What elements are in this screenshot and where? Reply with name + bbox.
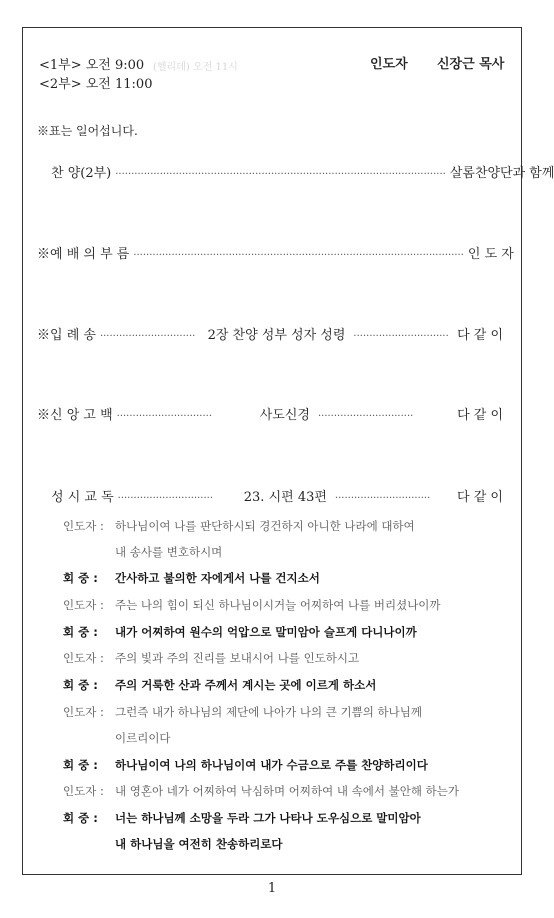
order-right: 인 도 자 <box>467 247 514 262</box>
service-time-2: <2부> 오전 11:00 <box>39 77 153 92</box>
dot-leader: ······························ <box>99 331 196 342</box>
reading-text: 간사하고 불의한 자에게서 나를 건지소서 <box>115 571 320 585</box>
order-right: 살롬찬양단과 함께 <box>449 166 554 181</box>
dot-leader: ······························ <box>334 493 431 504</box>
order-label: ※신 앙 고 백 <box>37 408 113 423</box>
dot-leader: ········································································································ <box>115 169 446 180</box>
reading-text: 그런즉 내가 하나님의 제단에 나아가 나의 큰 기쁨의 하나님께 <box>115 705 422 719</box>
speaker: 회 중 : <box>63 678 98 692</box>
faded-text: (헬리데) 오전 11시 <box>153 62 238 73</box>
dot-leader: ······························ <box>353 331 449 342</box>
reading-text: 주의 거룩한 산과 주께서 계시는 곳에 이르게 하소서 <box>115 678 377 692</box>
dot-leader: ······························ <box>117 493 214 504</box>
order-item <box>37 324 503 343</box>
leader-name: 신장근 목사 <box>437 57 505 72</box>
reading-line <box>63 757 428 773</box>
reading-text: 내 영혼아 네가 어찌하여 낙심하며 어찌하여 내 속에서 불안해 하는가 <box>115 784 459 798</box>
speaker: 회 중 : <box>63 758 98 772</box>
dot-leader: ······························ <box>317 411 414 422</box>
speaker: 인도자 : <box>63 784 104 798</box>
speaker: 인도자 : <box>63 651 104 665</box>
speaker: 인도자 : <box>63 519 104 533</box>
reading-text: 너는 하나님께 소망을 두라 그가 나타나 도우심으로 말미암아 <box>115 811 421 825</box>
order-label: 성 시 교 독 <box>51 490 114 505</box>
leader-label: 인도자 <box>370 57 408 72</box>
order-right: 다 같 이 <box>457 328 504 343</box>
reading-text: 주는 나의 힘이 되신 하나님이시거늘 어찌하여 나를 버리셨나이까 <box>115 598 441 612</box>
reading-text: 하나님이여 나의 하나님이여 내가 수금으로 주를 찬양하리이다 <box>115 758 428 772</box>
reading-line <box>63 677 376 693</box>
order-label: ※예 배 의 부 름 <box>37 247 130 262</box>
reading-text: 내가 어찌하여 원수의 억압으로 말미암아 슬프게 다니나이까 <box>115 625 417 639</box>
standing-note: ※표는 일어섭니다. <box>37 124 138 138</box>
reading-continuation: 이르리이다 <box>115 731 171 745</box>
order-item <box>51 162 554 181</box>
order-right: 다 같 이 <box>457 408 504 423</box>
speaker: 회 중 : <box>63 571 98 585</box>
reading-text: 하나님이여 나를 판단하시되 경건하지 아니한 나라에 대하여 <box>115 519 415 533</box>
order-item <box>51 486 503 505</box>
order-label: ※입 례 송 <box>37 328 96 343</box>
reading-line <box>63 597 441 613</box>
speaker: 인도자 : <box>63 705 104 719</box>
order-middle: 23. 시편 43편 <box>243 490 327 505</box>
service-time-1: <1부> 오전 9:00 <box>39 58 145 73</box>
order-right: 다 같 이 <box>457 490 503 505</box>
speaker: 회 중 : <box>63 625 98 639</box>
reading-line <box>63 810 421 826</box>
page-number: 1 <box>267 881 277 896</box>
reading-line <box>63 704 422 720</box>
order-middle: 2장 찬양 성부 성자 성령 <box>207 328 346 343</box>
order-item <box>37 243 514 262</box>
order-middle: 사도신경 <box>259 408 310 423</box>
reading-text: 주의 빛과 주의 진리를 보내시어 나를 인도하시고 <box>115 651 360 665</box>
reading-continuation: 내 하나님을 여전히 찬송하리로다 <box>115 837 283 851</box>
speaker: 인도자 : <box>63 598 104 612</box>
reading-line <box>63 650 359 666</box>
dot-leader: ······························ <box>116 411 213 422</box>
reading-line <box>63 624 417 640</box>
bulletin-page <box>22 27 554 875</box>
reading-line <box>63 518 415 534</box>
dot-leader: ········································································································ <box>133 250 464 261</box>
reading-continuation: 내 송사를 변호하시며 <box>115 545 223 559</box>
order-label: 찬 양(2부) <box>51 166 112 181</box>
reading-line <box>63 783 459 799</box>
speaker: 회 중 : <box>63 811 98 825</box>
reading-line <box>63 570 320 586</box>
order-item <box>37 404 503 423</box>
